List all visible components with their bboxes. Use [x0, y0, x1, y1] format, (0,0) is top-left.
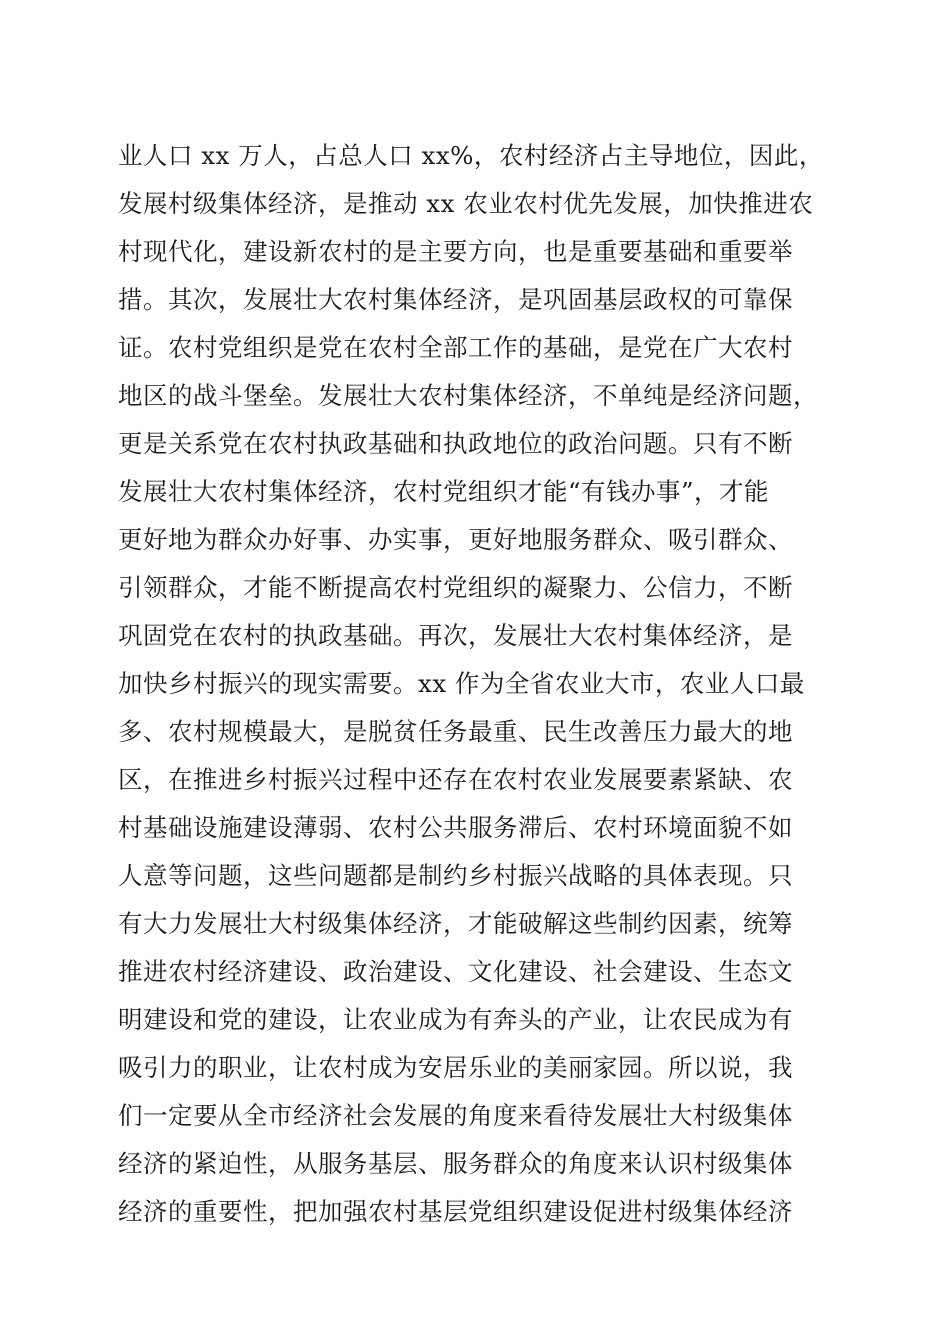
- text-line: 业人口 xx 万人，占总人口 xx%，农村经济占主导地位，因此，: [118, 141, 824, 170]
- text-line: 地区的战斗堡垒。发展壮大农村集体经济，不单纯是经济问题，: [118, 381, 818, 410]
- text-line: 明建设和党的建设，让农业成为有奔头的产业，让农民成为有: [118, 1005, 793, 1034]
- text-line: 措。其次，发展壮大农村集体经济，是巩固基层政权的可靠保: [118, 285, 793, 314]
- text-line: 加快乡村振兴的现实需要。xx 作为全省农业大市，农业人口最: [118, 669, 805, 698]
- text-line: 更是关系党在农村执政基础和执政地位的政治问题。只有不断: [118, 429, 793, 458]
- text-line: 人意等问题，这些问题都是制约乡村振兴战略的具体表现。只: [118, 861, 793, 890]
- text-line: 吸引力的职业，让农村成为安居乐业的美丽家园。所以说，我: [118, 1053, 793, 1082]
- text-line: 村现代化，建设新农村的是主要方向，也是重要基础和重要举: [118, 237, 793, 266]
- text-line: 经济的紧迫性，从服务基层、服务群众的角度来认识村级集体: [118, 1149, 793, 1178]
- text-line: 引领群众，才能不断提高农村党组织的凝聚力、公信力，不断: [118, 573, 793, 602]
- text-line: 区，在推进乡村振兴过程中还存在农村农业发展要素紧缺、农: [118, 765, 793, 794]
- text-line: 有大力发展壮大村级集体经济，才能破解这些制约因素，统筹: [118, 909, 793, 938]
- text-line: 证。农村党组织是党在农村全部工作的基础，是党在广大农村: [118, 333, 793, 362]
- text-line: 发展壮大农村集体经济，农村党组织才能“有钱办事”，才能: [118, 477, 770, 506]
- text-line: 发展村级集体经济，是推动 xx 农业农村优先发展，加快推进农: [118, 189, 814, 218]
- text-line: 巩固党在农村的执政基础。再次，发展壮大农村集体经济，是: [118, 621, 793, 650]
- text-line: 推进农村经济建设、政治建设、文化建设、社会建设、生态文: [118, 957, 793, 986]
- body-text: [118, 132, 838, 1236]
- text-line: 村基础设施建设薄弱、农村公共服务滞后、农村环境面貌不如: [118, 813, 793, 842]
- text-line: 们一定要从全市经济社会发展的角度来看待发展壮大村级集体: [118, 1101, 793, 1130]
- text-line: 经济的重要性，把加强农村基层党组织建设促进村级集体经济: [118, 1197, 793, 1226]
- text-line: 多、农村规模最大，是脱贫任务最重、民生改善压力最大的地: [118, 717, 793, 746]
- text-line: 更好地为群众办好事、办实事，更好地服务群众、吸引群众、: [118, 525, 793, 554]
